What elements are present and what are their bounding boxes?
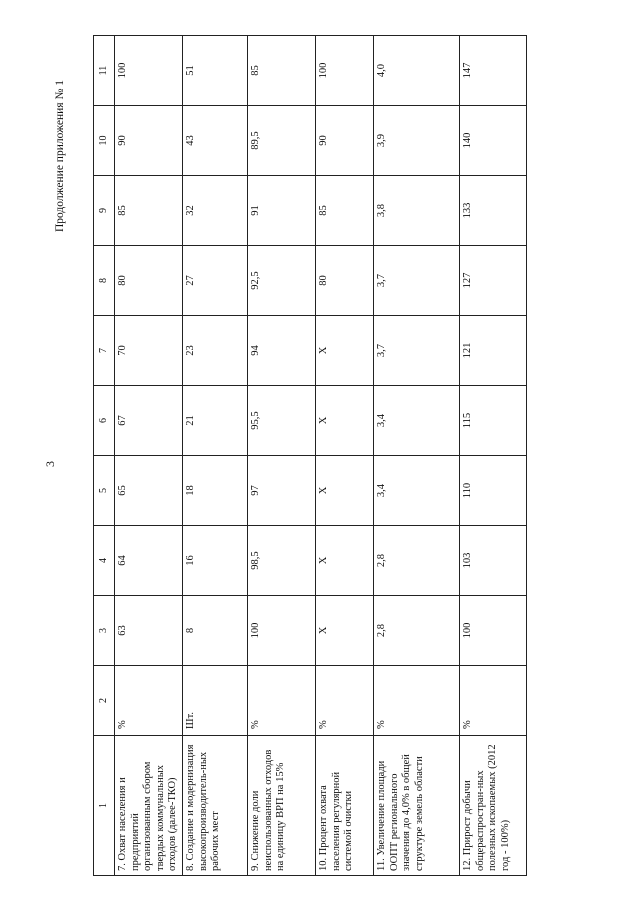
value-cell: Х [316, 596, 374, 666]
value-cell: 147 [460, 36, 527, 106]
value-cell: 16 [183, 526, 248, 596]
value-cell: 80 [115, 246, 183, 316]
indicator-name: 7. Охват населения и предприятий организованным сбором твердых коммунальных отходов (далее-ТКО) [115, 736, 183, 876]
table-row [460, 36, 527, 876]
value-cell: 43 [183, 106, 248, 176]
value-cell: 121 [460, 316, 527, 386]
value-cell: 85 [115, 176, 183, 246]
value-cell: 3,4 [374, 456, 460, 526]
unit-cell: % [460, 666, 527, 736]
table-row [115, 36, 183, 876]
unit-cell: % [115, 666, 183, 736]
value-cell: 100 [115, 36, 183, 106]
value-cell: 90 [115, 106, 183, 176]
rotated-table-wrapper [93, 46, 525, 876]
unit-cell: % [248, 666, 316, 736]
value-cell: 3,7 [374, 316, 460, 386]
indicator-name: 9. Снижение доли неиспользованных отходов на единицу ВРП на 15% [248, 736, 316, 876]
value-cell: 18 [183, 456, 248, 526]
value-cell: 65 [115, 456, 183, 526]
value-cell: 27 [183, 246, 248, 316]
table-row [316, 36, 374, 876]
value-cell: 100 [248, 596, 316, 666]
value-cell: 2,8 [374, 596, 460, 666]
indicator-name: 8. Создание и модернизация высокопроизводитель-ных рабочих мест [183, 736, 248, 876]
value-cell: 100 [460, 596, 527, 666]
value-cell: 67 [115, 386, 183, 456]
page-number: 3 [43, 461, 57, 467]
table-row [248, 36, 316, 876]
value-cell: 3,4 [374, 386, 460, 456]
indicator-name: 12. Прирост добычи общераспростран-ных полезных ископаемых (2012 год - 100%) [460, 736, 527, 876]
value-cell: 115 [460, 386, 527, 456]
value-cell: 95,5 [248, 386, 316, 456]
value-cell: 85 [316, 176, 374, 246]
value-cell: 51 [183, 36, 248, 106]
value-cell: Х [316, 456, 374, 526]
value-cell: 133 [460, 176, 527, 246]
value-cell: 3,7 [374, 246, 460, 316]
value-cell: 80 [316, 246, 374, 316]
value-cell: 23 [183, 316, 248, 386]
value-cell: 110 [460, 456, 527, 526]
indicator-name: 11. Увеличение площади ООПТ регионального значения до 4,0% в общей структуре земель области [374, 736, 460, 876]
column-number: 2 [94, 666, 115, 736]
value-cell: 85 [248, 36, 316, 106]
value-cell: Х [316, 526, 374, 596]
value-cell: 64 [115, 526, 183, 596]
table-row [374, 36, 460, 876]
value-cell: 140 [460, 106, 527, 176]
value-cell: 8 [183, 596, 248, 666]
value-cell: 3,9 [374, 106, 460, 176]
value-cell: 92,5 [248, 246, 316, 316]
unit-cell: % [374, 666, 460, 736]
table-row [183, 36, 248, 876]
table-header-row [94, 36, 115, 876]
value-cell: 70 [115, 316, 183, 386]
value-cell: 4,0 [374, 36, 460, 106]
indicator-name: 10. Процент охвата населения регулярной системой очистки [316, 736, 374, 876]
value-cell: 103 [460, 526, 527, 596]
value-cell: 100 [316, 36, 374, 106]
value-cell: 97 [248, 456, 316, 526]
indicators-table [93, 35, 527, 876]
continuation-label: Продолжение приложения № 1 [54, 79, 66, 233]
column-number: 11 [94, 36, 115, 106]
value-cell: 94 [248, 316, 316, 386]
value-cell: 89,5 [248, 106, 316, 176]
column-number: 9 [94, 176, 115, 246]
value-cell: 127 [460, 246, 527, 316]
column-number: 10 [94, 106, 115, 176]
unit-cell: Шт. [183, 666, 248, 736]
value-cell: 32 [183, 176, 248, 246]
column-number: 7 [94, 316, 115, 386]
column-number: 5 [94, 456, 115, 526]
value-cell: Х [316, 386, 374, 456]
value-cell: 63 [115, 596, 183, 666]
value-cell: 98,5 [248, 526, 316, 596]
column-number: 3 [94, 596, 115, 666]
value-cell: Х [316, 316, 374, 386]
column-number: 4 [94, 526, 115, 596]
column-number: 1 [94, 736, 115, 876]
value-cell: 2,8 [374, 526, 460, 596]
value-cell: 91 [248, 176, 316, 246]
value-cell: 21 [183, 386, 248, 456]
unit-cell: % [316, 666, 374, 736]
value-cell: 3,8 [374, 176, 460, 246]
column-number: 6 [94, 386, 115, 456]
column-number: 8 [94, 246, 115, 316]
value-cell: 90 [316, 106, 374, 176]
